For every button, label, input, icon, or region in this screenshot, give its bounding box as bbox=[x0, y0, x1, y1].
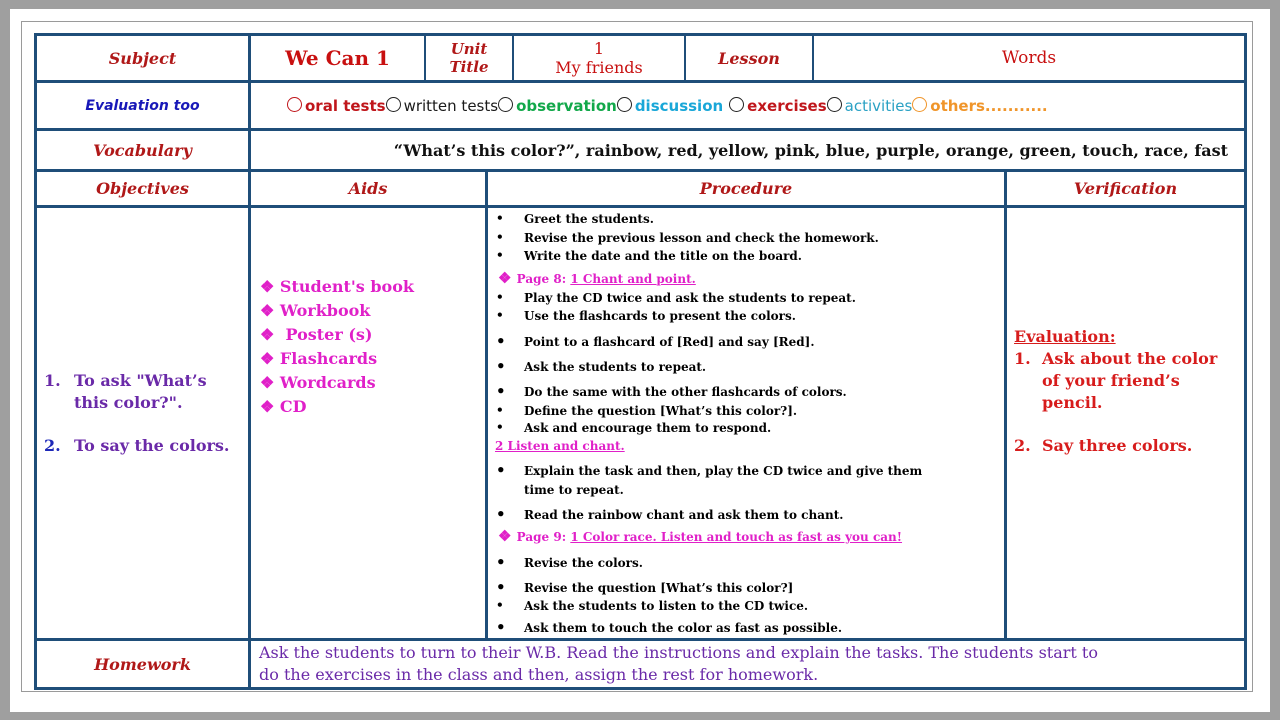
diamond-bullet-icon: ❖ bbox=[260, 325, 280, 344]
option-observation bbox=[498, 97, 617, 115]
bullet-icon: • bbox=[496, 308, 504, 322]
option-text: activities bbox=[844, 96, 913, 115]
radio-circle-icon bbox=[617, 97, 632, 112]
objective-2-number: 2. bbox=[44, 436, 61, 455]
row-rule bbox=[34, 205, 1247, 208]
bullet-icon: • bbox=[496, 553, 506, 571]
procedure-step: Do the same with the other flashcards of colors. bbox=[524, 385, 847, 399]
procedure-step: Ask and encourage them to respond. bbox=[524, 421, 772, 435]
aid-text: Student's book bbox=[279, 277, 414, 296]
procedure-step: Ask the students to listen to the CD twice. bbox=[524, 599, 809, 613]
page8-label: Page 8: bbox=[516, 272, 571, 286]
option-text: written tests bbox=[403, 96, 499, 115]
evaluation-options bbox=[251, 83, 1244, 128]
procedure-step: Explain the task and then, play the CD twice and give them bbox=[524, 464, 923, 478]
aids-header: Aids bbox=[348, 179, 388, 198]
diamond-bullet-icon: ❖ bbox=[498, 527, 517, 545]
procedure-step: Write the date and the title on the board. bbox=[524, 249, 802, 263]
option-text: oral tests bbox=[305, 96, 386, 115]
option-text: others........... bbox=[930, 96, 1048, 115]
option-text: exercises bbox=[747, 96, 827, 115]
table-border-bottom bbox=[34, 687, 1247, 690]
bullet-icon: • bbox=[496, 420, 504, 434]
verification-1-line-2: of your friend’s bbox=[1042, 371, 1180, 390]
bullet-icon: • bbox=[496, 230, 504, 244]
aid-item bbox=[260, 349, 377, 368]
aid-item bbox=[260, 277, 414, 296]
subject-value: We Can 1 bbox=[285, 46, 390, 70]
bullet-icon: • bbox=[496, 578, 506, 596]
radio-circle-icon bbox=[729, 97, 744, 112]
option-text: observation bbox=[516, 96, 617, 115]
procedure-heading-listen[interactable]: 2 Listen and chant. bbox=[495, 439, 625, 453]
unit-number: 1 bbox=[593, 39, 605, 58]
aid-text: CD bbox=[279, 397, 307, 416]
procedure-header: Procedure bbox=[699, 179, 793, 198]
aid-text: Wordcards bbox=[279, 373, 376, 392]
option-oral-tests bbox=[287, 97, 386, 115]
aid-item bbox=[260, 301, 370, 320]
col-rule bbox=[1004, 169, 1007, 640]
option-written-tests bbox=[386, 97, 499, 115]
objective-1-number: 1. bbox=[44, 371, 61, 390]
lesson-label: Lesson bbox=[718, 48, 780, 68]
procedure-step: Ask them to touch the color as fast as possible. bbox=[524, 621, 843, 635]
verification-2-number: 2. bbox=[1014, 436, 1031, 455]
option-discussion bbox=[617, 97, 723, 115]
bullet-icon: • bbox=[496, 290, 504, 304]
aid-text: Poster (s) bbox=[279, 325, 373, 344]
verification-1-line-3: pencil. bbox=[1042, 393, 1103, 412]
page8-link[interactable]: 1 Chant and point. bbox=[570, 272, 696, 286]
diamond-bullet-icon: ❖ bbox=[260, 373, 280, 392]
procedure-heading-page8 bbox=[498, 271, 696, 286]
homework-line-1: Ask the students to turn to their W.B. Read the instructions and explain the tasks. The students start to bbox=[259, 643, 1098, 662]
radio-circle-icon bbox=[827, 97, 842, 112]
option-activities bbox=[827, 97, 913, 115]
option-text: discussion bbox=[634, 96, 724, 115]
procedure-step: Revise the previous lesson and check the homework. bbox=[524, 231, 879, 245]
procedure-step: Use the flashcards to present the colors. bbox=[524, 309, 796, 323]
bullet-icon: • bbox=[496, 211, 504, 225]
homework-label: Homework bbox=[94, 654, 191, 674]
procedure-step: Greet the students. bbox=[524, 212, 654, 226]
diamond-bullet-icon: ❖ bbox=[260, 301, 280, 320]
bullet-icon: • bbox=[496, 248, 504, 262]
bullet-icon: • bbox=[496, 357, 506, 375]
subject-label: Subject bbox=[108, 48, 177, 68]
procedure-step: Play the CD twice and ask the students to repeat. bbox=[524, 291, 856, 305]
objectives-header: Objectives bbox=[96, 179, 189, 198]
lesson-value: Words bbox=[1001, 48, 1057, 68]
col-rule bbox=[485, 169, 488, 640]
table-border-right bbox=[1244, 33, 1247, 690]
bullet-icon: • bbox=[496, 598, 504, 612]
verification-2-line-1: Say three colors. bbox=[1042, 436, 1193, 455]
procedure-heading-page9 bbox=[498, 529, 902, 544]
unit-name: My friends bbox=[555, 58, 643, 77]
page9-label: Page 9: bbox=[516, 530, 571, 544]
procedure-step: Point to a flashcard of [Red] and say [Red]. bbox=[524, 335, 815, 349]
option-exercises bbox=[729, 97, 826, 115]
objective-1-line-2: this color?". bbox=[74, 393, 183, 412]
radio-circle-icon bbox=[287, 97, 302, 112]
page9-link[interactable]: 1 Color race. Listen and touch as fast as you can! bbox=[570, 530, 903, 544]
bullet-icon: • bbox=[496, 618, 506, 636]
aid-text: Workbook bbox=[279, 301, 371, 320]
verification-1-line-1: Ask about the color bbox=[1042, 349, 1218, 368]
procedure-step-continued: time to repeat. bbox=[524, 483, 624, 497]
vocabulary-label: Vocabulary bbox=[93, 140, 192, 160]
objective-2-line-1: To say the colors. bbox=[74, 436, 230, 455]
radio-circle-icon bbox=[386, 97, 401, 112]
homework-line-2: do the exercises in the class and then, assign the rest for homework. bbox=[259, 665, 819, 684]
aid-item bbox=[260, 325, 373, 344]
bullet-icon: • bbox=[496, 461, 506, 479]
procedure-step: Ask the students to repeat. bbox=[524, 360, 707, 374]
vocabulary-text: “What’s this color?”, rainbow, red, yellow, pink, blue, purple, orange, green, touch, race, fast bbox=[393, 140, 1228, 160]
unit-label: Unit bbox=[450, 40, 488, 58]
title-label: Title bbox=[449, 58, 489, 76]
verification-header: Verification bbox=[1073, 179, 1178, 198]
bullet-icon: • bbox=[496, 505, 506, 523]
aid-item bbox=[260, 373, 376, 392]
option-others bbox=[912, 97, 1047, 115]
objective-1-line-1: To ask "What’s bbox=[74, 371, 207, 390]
bullet-icon: • bbox=[496, 382, 506, 400]
procedure-step: Revise the colors. bbox=[524, 556, 643, 570]
aid-item bbox=[260, 397, 307, 416]
aid-text: Flashcards bbox=[279, 349, 378, 368]
radio-circle-icon bbox=[912, 97, 927, 112]
lesson-plan-table bbox=[34, 33, 1247, 690]
bullet-icon: • bbox=[496, 403, 504, 417]
bullet-icon: • bbox=[496, 332, 506, 350]
diamond-bullet-icon: ❖ bbox=[260, 349, 280, 368]
procedure-step: Revise the question [What’s this color?] bbox=[524, 581, 794, 595]
evaluation-label: Evaluation too bbox=[85, 97, 200, 114]
verification-1-number: 1. bbox=[1014, 349, 1031, 368]
diamond-bullet-icon: ❖ bbox=[260, 277, 280, 296]
procedure-step: Read the rainbow chant and ask them to chant. bbox=[524, 508, 844, 522]
radio-circle-icon bbox=[498, 97, 513, 112]
unit-title-label bbox=[426, 36, 512, 80]
procedure-step: Define the question [What’s this color?]. bbox=[524, 404, 798, 418]
diamond-bullet-icon: ❖ bbox=[260, 397, 280, 416]
verification-heading: Evaluation: bbox=[1014, 327, 1116, 346]
diamond-bullet-icon: ❖ bbox=[498, 269, 517, 287]
homework-text bbox=[259, 642, 1098, 686]
unit-title-value bbox=[514, 36, 684, 80]
